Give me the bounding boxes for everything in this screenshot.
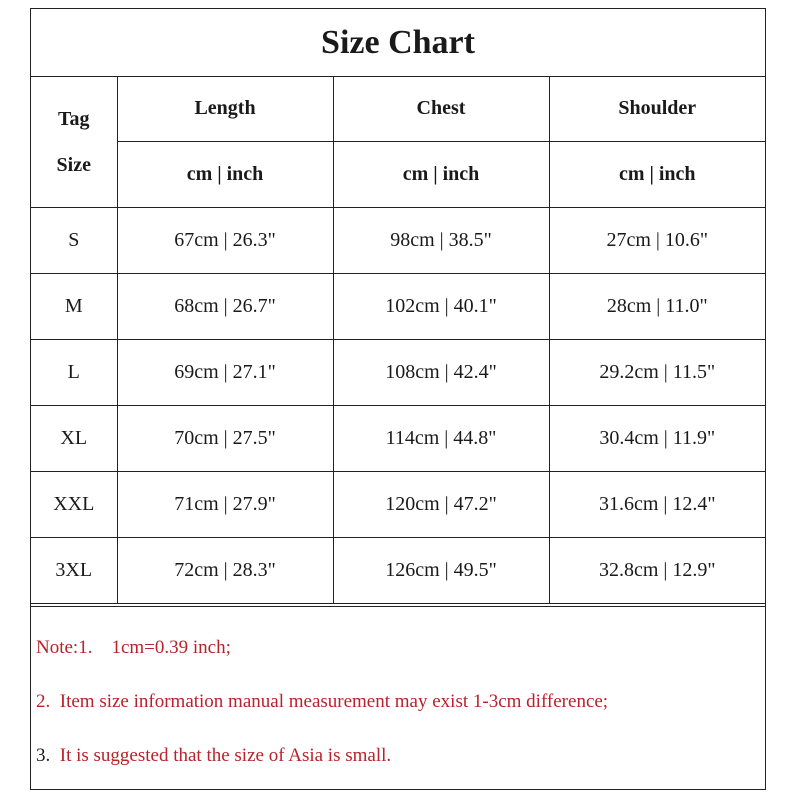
length-cell: 69cm | 27.1" xyxy=(117,340,333,406)
table-row xyxy=(31,208,765,274)
shoulder-cell: 28cm | 11.0" xyxy=(549,274,765,340)
shoulder-units: cm | inch xyxy=(549,142,765,208)
note-3-number: 3. xyxy=(36,745,60,766)
tag-header-line1: Tag xyxy=(57,107,90,130)
table-row xyxy=(31,472,765,538)
table-header-row xyxy=(31,76,765,142)
chest-units: cm | inch xyxy=(333,142,549,208)
length-header: Length xyxy=(117,76,333,142)
shoulder-cell: 32.8cm | 12.9" xyxy=(549,538,765,604)
length-cell: 68cm | 26.7" xyxy=(117,274,333,340)
shoulder-cell: 29.2cm | 11.5" xyxy=(549,340,765,406)
table-row xyxy=(31,406,765,472)
shoulder-header: Shoulder xyxy=(549,76,765,142)
size-cell: XXL xyxy=(31,472,117,538)
size-cell: L xyxy=(31,340,117,406)
length-cell: 70cm | 27.5" xyxy=(117,406,333,472)
shoulder-cell: 27cm | 10.6" xyxy=(549,208,765,274)
chest-cell: 126cm | 49.5" xyxy=(333,538,549,604)
note-3-text: It is suggested that the size of Asia is small. xyxy=(59,745,392,766)
note-1: Note:1. 1cm=0.39 inch; xyxy=(36,637,231,658)
chest-cell: 120cm | 47.2" xyxy=(333,472,549,538)
length-units: cm | inch xyxy=(117,142,333,208)
note-2: 2. Item size information manual measurement may exist 1-3cm difference; xyxy=(36,691,609,712)
chest-header: Chest xyxy=(333,76,549,142)
size-cell: S xyxy=(31,208,117,274)
table-row xyxy=(31,538,765,604)
tag-size-header xyxy=(31,76,117,208)
chest-cell: 102cm | 40.1" xyxy=(333,274,549,340)
page-title: Size Chart xyxy=(31,9,765,77)
size-table xyxy=(31,76,765,604)
length-cell: 67cm | 26.3" xyxy=(117,208,333,274)
chest-cell: 108cm | 42.4" xyxy=(333,340,549,406)
length-cell: 71cm | 27.9" xyxy=(117,472,333,538)
size-cell: 3XL xyxy=(31,538,117,604)
size-cell: XL xyxy=(31,406,117,472)
length-cell: 72cm | 28.3" xyxy=(117,538,333,604)
table-row xyxy=(31,340,765,406)
shoulder-cell: 30.4cm | 11.9" xyxy=(549,406,765,472)
notes-section xyxy=(31,606,765,790)
size-chart-frame xyxy=(30,8,766,790)
shoulder-cell: 31.6cm | 12.4" xyxy=(549,472,765,538)
size-cell: M xyxy=(31,274,117,340)
table-row xyxy=(31,274,765,340)
chest-cell: 114cm | 44.8" xyxy=(333,406,549,472)
units-header-row xyxy=(31,142,765,208)
chest-cell: 98cm | 38.5" xyxy=(333,208,549,274)
note-3 xyxy=(36,745,391,767)
tag-header-line2: Size xyxy=(56,153,91,176)
